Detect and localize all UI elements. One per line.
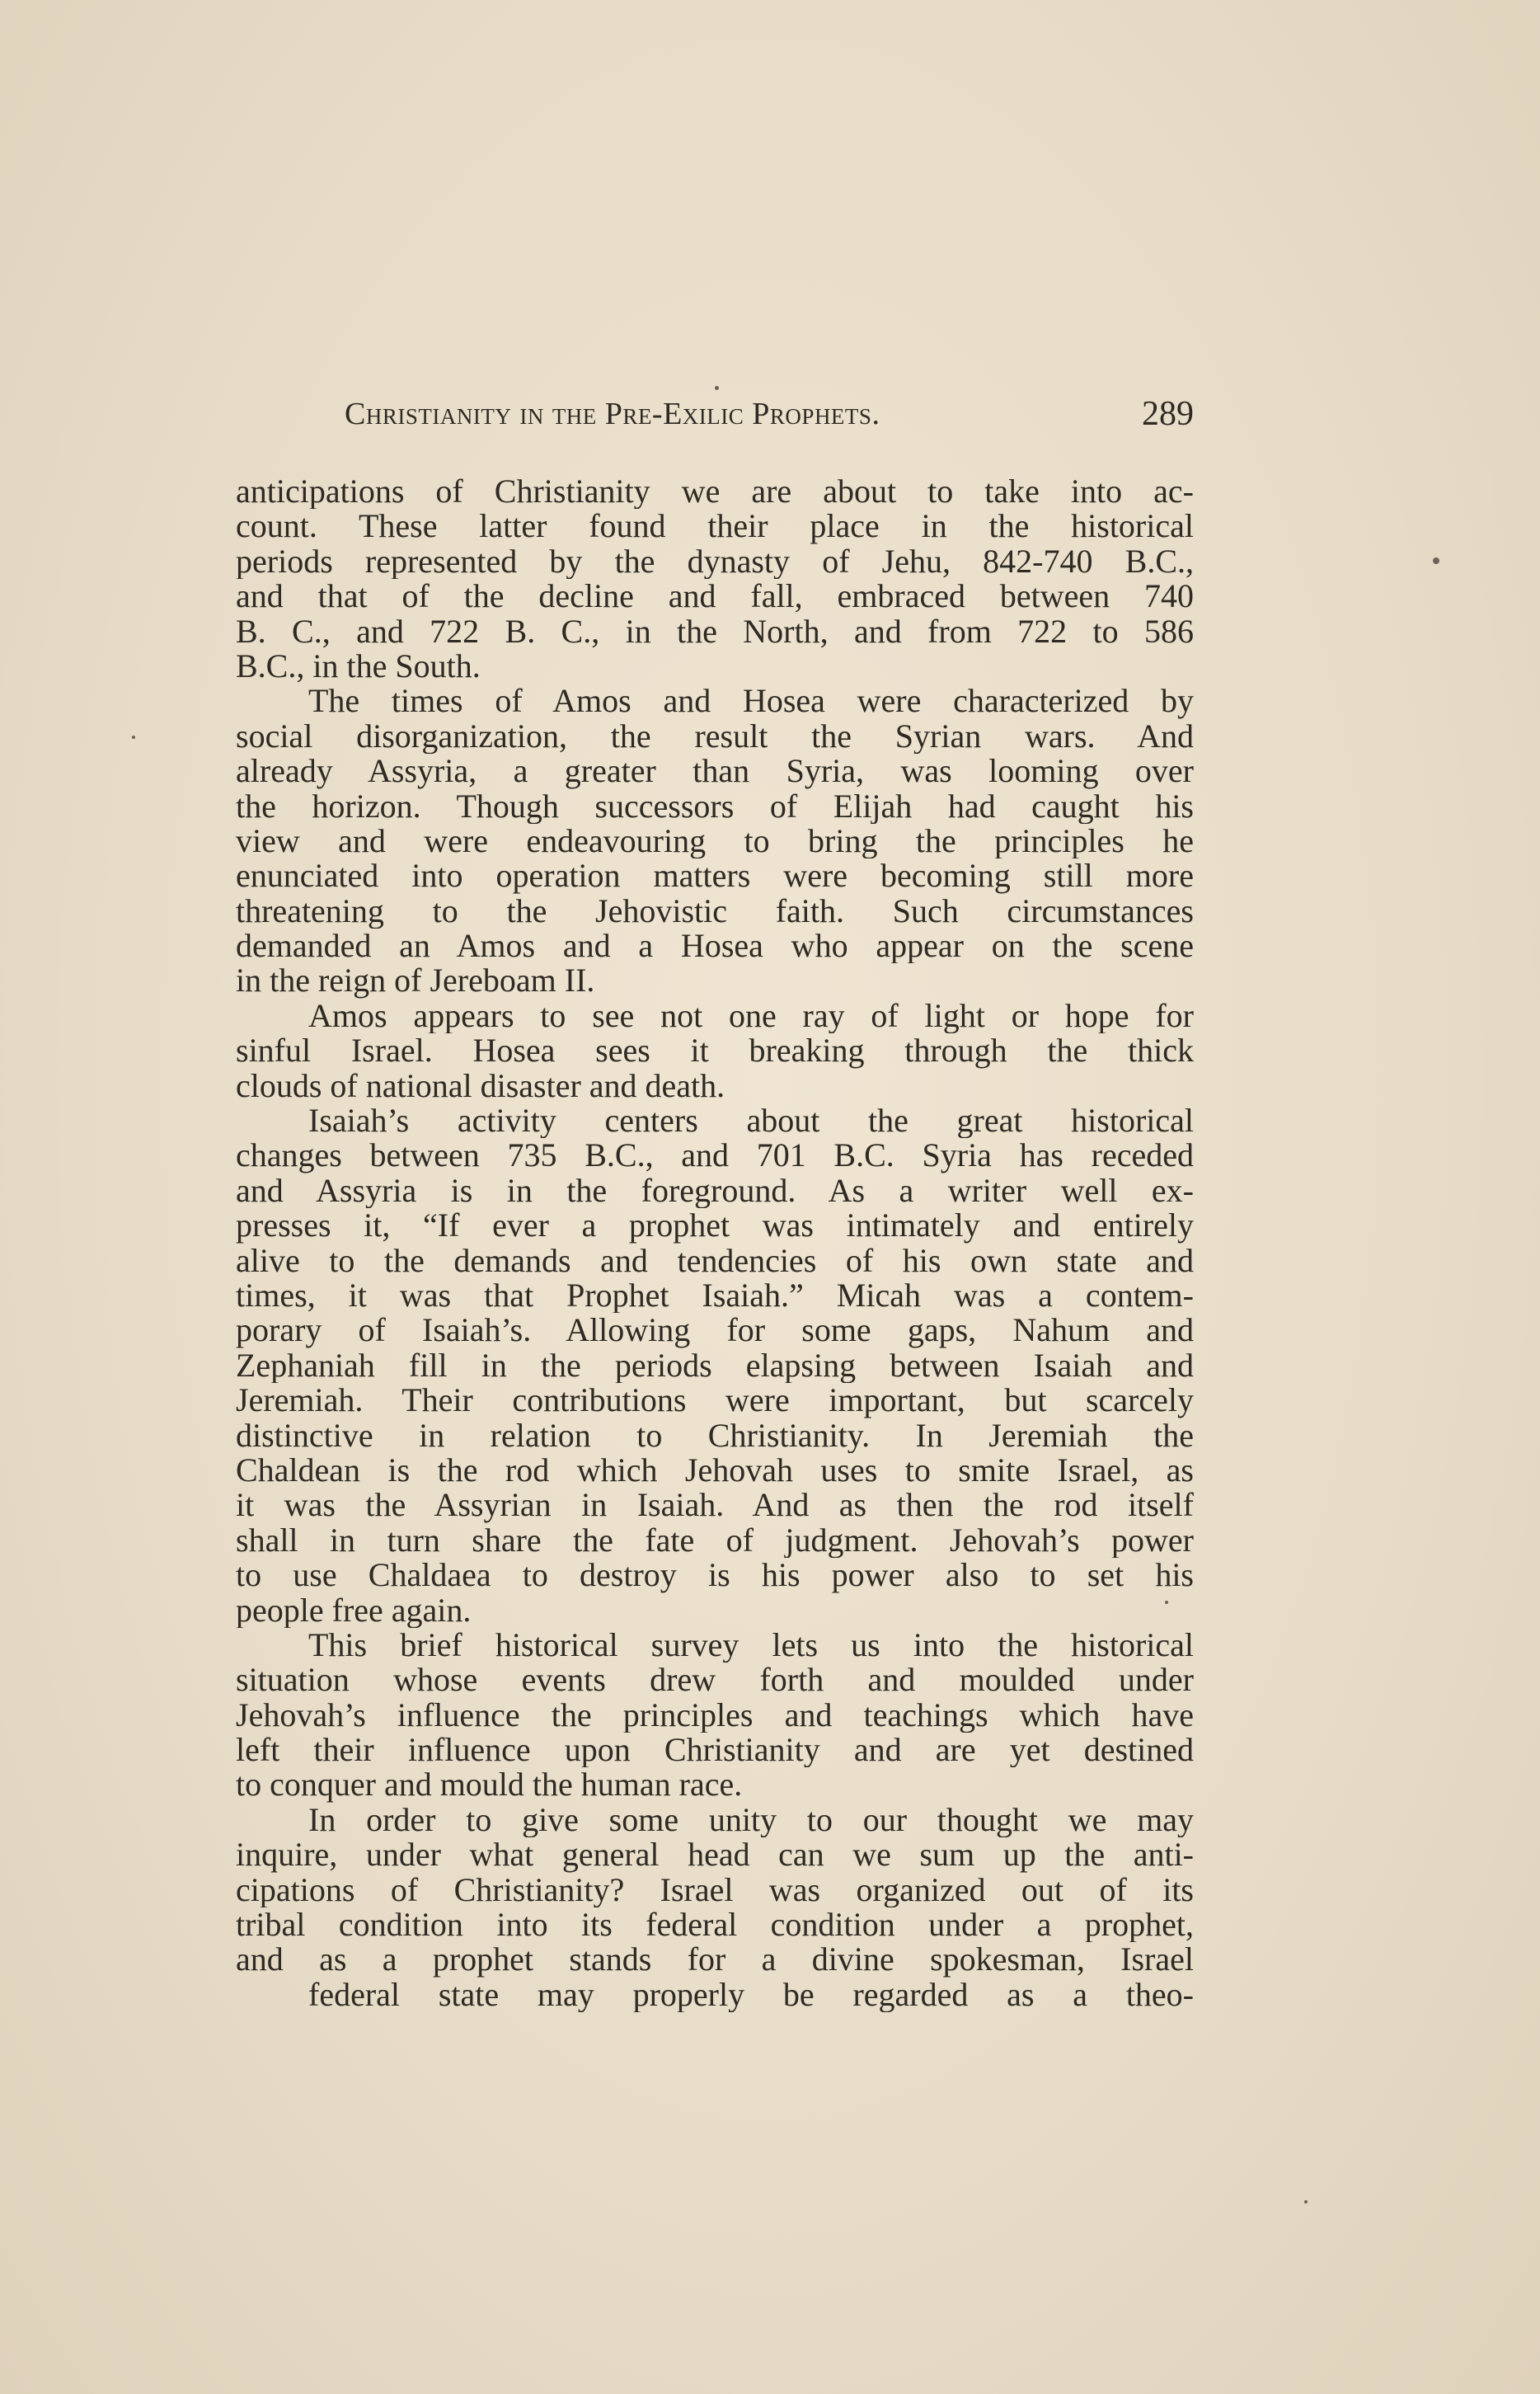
text-line: people free again. [236,1592,472,1628]
paper-speck [1304,2200,1308,2204]
paper-speck [1433,557,1439,564]
paper-speck [132,736,135,739]
text-line: The times of Amos and Hosea were characterized by [308,684,1194,719]
text-line: porary of Isaiah’s. Allowing for some gaps, Nahum and [236,1313,1194,1348]
text-line: to conquer and mould the human race. [236,1767,743,1803]
text-line: distinctive in relation to Christianity. In Jeremiah the [236,1418,1194,1453]
running-title: Christianity in the Pre-Exilic Prophets. [345,397,880,431]
text-line: federal state may properly be regarded as a theo- [308,1977,1194,2013]
body-text [236,474,1194,2012]
text-line: enunciated into operation matters were becoming still more [236,858,1194,894]
text-line: demanded an Amos and a Hosea who appear on the scene [236,929,1194,964]
text-line: alive to the demands and tendencies of his own state and [236,1243,1194,1278]
text-line: inquire, under what general head can we sum up the anti- [236,1837,1194,1873]
text-line: changes between 735 B.C., and 701 B.C. Syria has receded [236,1138,1194,1173]
text-line: B.C., in the South. [236,648,481,684]
text-line: cipations of Christianity? Israel was organized out of its [236,1872,1194,1908]
text-line: already Assyria, a greater than Syria, was looming over [236,754,1194,789]
text-line: Zephaniah fill in the periods elapsing between Isaiah and [236,1348,1194,1384]
text-line: shall in turn share the fate of judgment. Jehovah’s power [236,1522,1194,1559]
text-line: tribal condition into its federal condition under a prophet, [236,1907,1194,1943]
text-line: clouds of national disaster and death. [236,1068,725,1104]
text-line: to use Chaldaea to destroy is his power also to set his [236,1558,1194,1593]
text-line: count. These latter found their place in the historical [236,509,1194,544]
text-line: threatening to the Jehovistic faith. Such circumstances [236,893,1194,929]
text-line: B. C., and 722 B. C., in the North, and from 722 to 586 [236,614,1194,649]
text-line: presses it, “If ever a prophet was intimately and entirely [236,1208,1194,1244]
text-line: and as a prophet stands for a divine spokesman, Israel [236,1942,1194,1978]
text-line: social disorganization, the result the Syrian wars. And [236,718,1194,755]
text-line: Jehovah’s influence the principles and teachings which have [236,1697,1194,1733]
text-line: Chaldean is the rod which Jehovah uses to smite Israel, as [236,1452,1194,1489]
paper-speck [1165,1601,1168,1604]
text-line: times, it was that Prophet Isaiah.” Micah was a contem- [236,1277,1194,1314]
text-line: view and were endeavouring to bring the principles he [236,823,1194,859]
paper-speck [715,386,719,390]
text-line: it was the Assyrian in Isaiah. And as then the rod itself [236,1488,1194,1523]
text-line: Isaiah’s activity centers about the great historical [308,1103,1194,1139]
page-header [345,396,1194,445]
text-line: periods represented by the dynasty of Jehu, 842-740 B.C., [236,543,1194,580]
text-line: This brief historical survey lets us into the historical [308,1627,1194,1663]
text-line: the horizon. Though successors of Elijah had caught his [236,788,1194,824]
text-line: left their influence upon Christianity and are yet destined [236,1733,1194,1768]
page-number: 289 [1142,395,1194,433]
text-line: Jeremiah. Their contributions were important, but scarcely [236,1383,1194,1418]
text-line: and that of the decline and fall, embraced between 740 [236,579,1194,614]
text-line: In order to give some unity to our thought we may [308,1802,1194,1838]
text-line: Amos appears to see not one ray of light or hope for [308,998,1194,1034]
text-line: and Assyria is in the foreground. As a writer well ex- [236,1173,1194,1209]
text-line: sinful Israel. Hosea sees it breaking through the thick [236,1033,1194,1069]
text-line: in the reign of Jereboam II. [236,963,595,999]
text-line: anticipations of Christianity we are about to take into ac- [236,474,1194,510]
text-line: situation whose events drew forth and moulded under [236,1663,1194,1698]
